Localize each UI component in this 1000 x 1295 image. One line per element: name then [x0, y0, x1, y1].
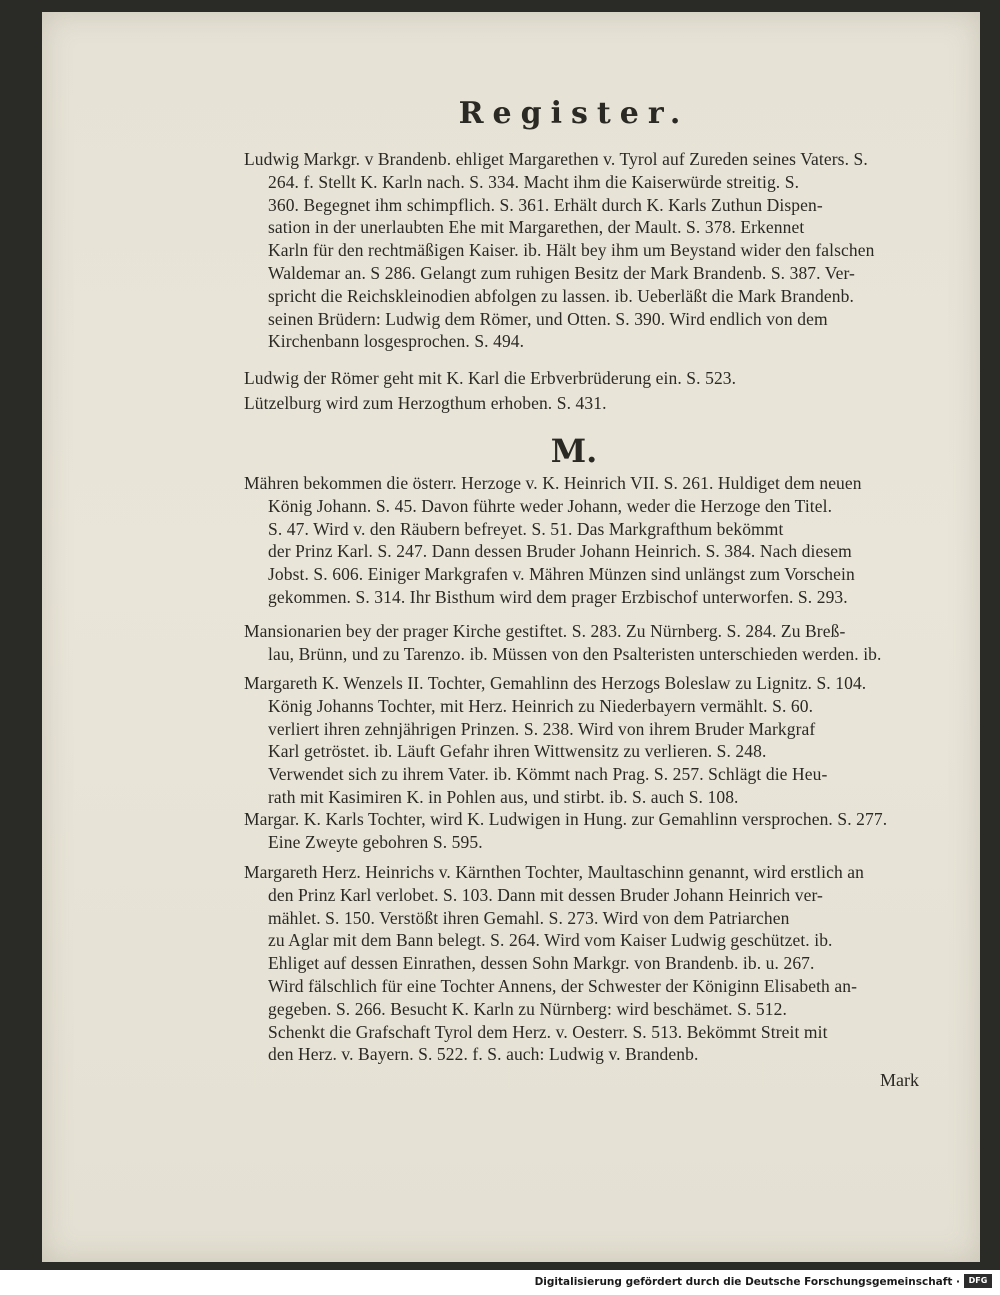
entry-line: seinen Brüdern: Ludwig dem Römer, und Otten. S. 390. Wird endlich von dem — [268, 308, 828, 329]
entry-line: verliert ihren zehnjährigen Prinzen. S. 238. Wird von ihrem Bruder Markgraf — [268, 718, 816, 739]
register-entry-margareth-maultasch — [244, 861, 962, 1066]
entry-line: Kirchenbann losgesprochen. S. 494. — [268, 331, 525, 352]
entry-line: spricht die Reichskleinodien abfolgen zu lassen. ib. Ueberläßt die Mark Brandenb. — [268, 285, 854, 306]
entry-line: Jobst. S. 606. Einiger Markgrafen v. Mähren Münzen sind unlängst zum Vorschein — [268, 564, 855, 585]
entry-line: gegeben. S. 266. Besucht K. Karln zu Nürnberg: wird beschämet. S. 512. — [268, 998, 787, 1019]
register-entry-luetzelburg — [244, 392, 962, 415]
entry-line: Mansionarien bey der prager Kirche gestiftet. S. 283. Zu Nürnberg. S. 284. Zu Breß- — [244, 621, 846, 641]
register-entry-ludwig-roemer — [244, 367, 962, 390]
entry-line: Mähren bekommen die österr. Herzoge v. K. Heinrich VII. S. 261. Huldiget dem neuen — [244, 473, 862, 493]
entry-line: sation in der unerlaubten Ehe mit Margarethen, der Mault. S. 378. Erkennet — [268, 217, 805, 238]
register-entry-maehren — [244, 472, 962, 609]
entry-line: Margareth K. Wenzels II. Tochter, Gemahlinn des Herzogs Boleslaw zu Lignitz. S. 104. — [244, 673, 867, 693]
entry-line: 360. Begegnet ihm schimpflich. S. 361. Erhält durch K. Karls Zuthun Dispen- — [268, 194, 823, 215]
entry-line: Lützelburg wird zum Herzogthum erhoben. S. 431. — [244, 393, 607, 413]
entry-line: Eine Zweyte gebohren S. 595. — [268, 831, 483, 852]
entry-line: den Herz. v. Bayern. S. 522. f. S. auch: Ludwig v. Brandenb. — [268, 1044, 699, 1065]
entry-line: lau, Brünn, und zu Tarenzo. ib. Müssen von den Psalteristen unterschieden werden. ib. — [268, 643, 882, 664]
register-entry-ludwig-markgraf — [244, 148, 962, 353]
entry-line: Ludwig Markgr. v Brandenb. ehliget Margarethen v. Tyrol auf Zureden seines Vaters. S. — [244, 149, 868, 169]
register-entry-mansionarien — [244, 620, 962, 666]
entry-line: S. 47. Wird v. den Räubern befreyet. S. 51. Das Markgrafthum bekömmt — [268, 518, 784, 539]
entry-line: zu Aglar mit dem Bann belegt. S. 264. Wird vom Kaiser Ludwig geschützet. ib. — [268, 930, 833, 951]
entry-line: Waldemar an. S 286. Gelangt zum ruhigen Besitz der Mark Brandenb. S. 387. Ver- — [268, 262, 855, 283]
register-entry-margar-karl — [244, 808, 962, 854]
entry-line: Wird fälschlich für eine Tochter Annens, der Schwester der Königinn Elisabeth an- — [268, 975, 858, 996]
entry-line: Ludwig der Römer geht mit K. Karl die Erbverbrüderung ein. S. 523. — [244, 368, 737, 388]
entry-line: der Prinz Karl. S. 247. Dann dessen Bruder Johann Heinrich. S. 384. Nach diesem — [268, 541, 852, 562]
entry-line: den Prinz Karl verlobet. S. 103. Dann mit dessen Bruder Johann Heinrich ver- — [268, 884, 823, 905]
entry-line: Margar. K. Karls Tochter, wird K. Ludwigen in Hung. zur Gemahlinn versprochen. S. 277. — [244, 809, 888, 829]
entry-line: mählet. S. 150. Verstößt ihren Gemahl. S. 273. Wird von dem Patriarchen — [268, 907, 790, 928]
funding-credit: Digitalisierung gefördert durch die Deutsche Forschungsgemeinschaft · — [534, 1276, 960, 1288]
section-letter: M. — [550, 432, 598, 470]
entry-line: Schenkt die Grafschaft Tyrol dem Herz. v. Oesterr. S. 513. Bekömmt Streit mit — [268, 1021, 828, 1042]
entry-line: König Johann. S. 45. Davon führte weder Johann, weder die Herzoge den Titel. — [268, 495, 833, 516]
entry-line: Margareth Herz. Heinrichs v. Kärnthen Tochter, Maultaschinn genannt, wird erstlich an — [244, 862, 865, 882]
entry-line: Karln für den rechtmäßigen Kaiser. ib. Hält bey ihm um Beystand wider den falschen — [268, 240, 875, 261]
catchword: Mark — [880, 1070, 919, 1090]
entry-line: Karl getröstet. ib. Läuft Gefahr ihren Wittwensitz zu verlieren. S. 248. — [268, 741, 767, 762]
dfg-logo-icon: DFG — [964, 1274, 992, 1288]
register-entry-margareth-wenzel — [244, 672, 962, 809]
entry-line: König Johanns Tochter, mit Herz. Heinrich zu Niederbayern vermählt. S. 60. — [268, 695, 814, 716]
entry-line: rath mit Kasimiren K. in Pohlen aus, und stirbt. ib. S. auch S. 108. — [268, 786, 739, 807]
page-heading: Register. — [458, 96, 690, 131]
entry-line: Ehliget auf dessen Einrathen, dessen Sohn Markgr. von Brandenb. ib. u. 267. — [268, 953, 815, 974]
entry-line: Verwendet sich zu ihrem Vater. ib. Kömmt nach Prag. S. 257. Schlägt die Heu- — [268, 764, 828, 785]
entry-line: gekommen. S. 314. Ihr Bisthum wird dem prager Erzbischof unterworfen. S. 293. — [268, 586, 848, 607]
entry-line: 264. f. Stellt K. Karln nach. S. 334. Macht ihm die Kaiserwürde streitig. S. — [268, 171, 800, 192]
